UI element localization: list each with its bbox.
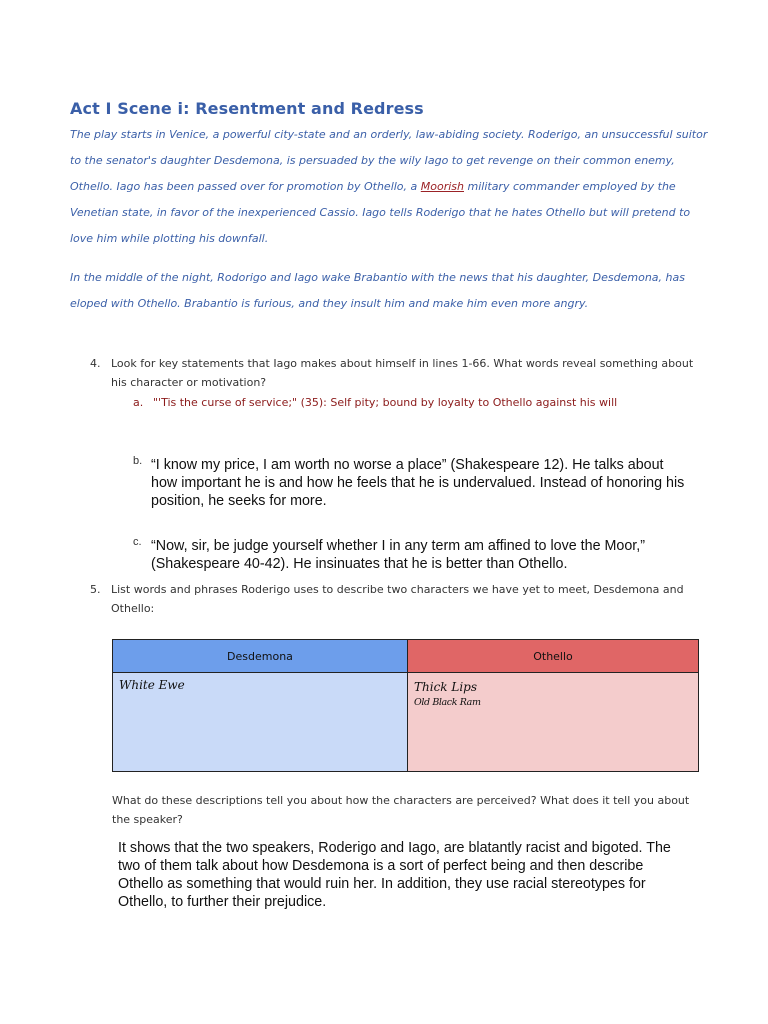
final-answer: It shows that the two speakers, Roderigo and Iago, are blatantly racist and bigoted. The two of them talk about how Desdemona is a sort of perfect being and then describe Othello as something that would ruin her. In addition, they use racial stereotypes for Othello, to further their prejudice.	[118, 840, 671, 910]
answer-a	[133, 395, 693, 411]
answer-text: “I know my price, I am worth no worse a place” (Shakespeare 12). He talks about how important he is and how he feels that he is undervalued. Instead of honoring his position, he seeks for more.	[151, 457, 685, 509]
desdemona-header: Desdemona	[113, 640, 408, 673]
question-number: 4.	[90, 357, 101, 370]
othello-cell[interactable]	[408, 673, 699, 772]
question-text: Look for key statements that Iago makes about himself in lines 1-66. What words reveal something about his character or motivation?	[111, 357, 694, 389]
question-text: List words and phrases Roderigo uses to describe two characters we have yet to meet, Desdemona and Othello:	[111, 583, 684, 615]
question-5	[90, 580, 710, 618]
moorish-link[interactable]: Moorish	[420, 180, 464, 193]
description-table	[112, 639, 699, 772]
answer-label: a.	[133, 396, 144, 409]
answer-text: "'Tis the curse of service;" (35): Self pity; bound by loyalty to Othello against his will	[153, 396, 618, 409]
answer-b	[133, 456, 693, 510]
intro-text-1: The play starts in Venice, a powerful city-state and an orderly, law-abiding society. Roderigo, an unsuccessful suitor to the senator's daughter Desdemona, is persuaded by the wily Iago to get revenge on their common enemy, Othello. Iago has been passed over for promotion by Othello, a	[70, 128, 708, 193]
desdemona-cell[interactable]	[113, 673, 408, 772]
answer-label: b.	[133, 455, 143, 467]
answer-label: c.	[133, 536, 142, 548]
answer-c	[133, 537, 693, 573]
handwritten-entry: Thick Lips	[414, 680, 478, 694]
intro-paragraph-2: In the middle of the night, Rodorigo and Iago wake Brabantio with the news that his daughter, Desdemona, has eloped with Othello. Brabantio is furious, and they insult him and make him even more angry.	[70, 271, 685, 310]
handwritten-entry: White Ewe	[119, 678, 185, 692]
intro-text-2: military commander employed by the Venetian state, in favor of the inexperienced Cassio. Iago tells Roderigo that he hates Othello but will pretend to love him while plotting his downfall.	[70, 180, 691, 245]
followup-question: What do these descriptions tell you about how the characters are perceived? What does it tell you about the speaker?	[112, 794, 690, 826]
othello-header: Othello	[408, 640, 699, 673]
question-4	[90, 354, 710, 392]
section-heading: Act I Scene i: Resentment and Redress	[70, 99, 424, 118]
question-number: 5.	[90, 583, 101, 596]
handwritten-entry: Old Black Ram	[414, 697, 481, 708]
intro-paragraph-1	[70, 122, 710, 252]
answer-text: “Now, sir, be judge yourself whether I in any term am affined to love the Moor,” (Shakespeare 40-42). He insinuates that he is better than Othello.	[151, 538, 646, 572]
